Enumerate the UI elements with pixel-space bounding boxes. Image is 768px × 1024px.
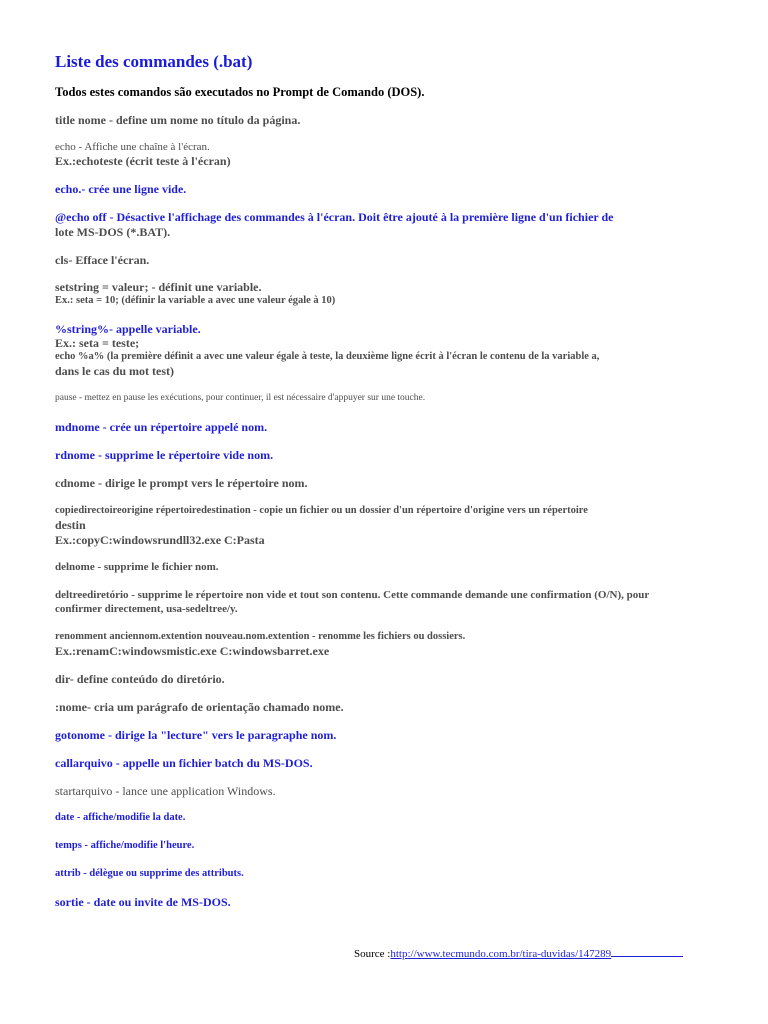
command-rename: renomment anciennom.extention nouveau.nom.extention - renomme les fichiers ou dossiers. <box>55 631 466 642</box>
command-cd: cdnome - dirige le prompt vers le répertoire nom. <box>55 476 308 490</box>
page-title: Liste des commandes (.bat) <box>55 52 253 71</box>
command-label: :nome- cria um parágrafo de orientação chamado nome. <box>55 700 344 714</box>
command-md: mdnome - crée un répertoire appelé nom. <box>55 420 268 434</box>
command-start: startarquivo - lance une application Windows. <box>55 784 276 798</box>
command-call: callarquivo - appelle un fichier batch du MS-DOS. <box>55 756 313 770</box>
command-echo-off: @echo off - Désactive l'affichage des commandes à l'écran. Doit être ajouté à la première ligne d'un fichier de <box>55 210 614 224</box>
command-deltree: deltreediretório - supprime le répertoire non vide et tout son contenu. Cette commande demande une confirmation (O/N), pour <box>55 589 650 601</box>
source-label: Source : <box>354 948 391 960</box>
command-time: temps - affiche/modifie l'heure. <box>55 840 195 851</box>
command-del: delnome - supprime le fichier nom. <box>55 561 219 573</box>
command-date: date - affiche/modifie la date. <box>55 812 186 823</box>
command-copy-example: Ex.:copyC:windowsrundll32.exe C:Pasta <box>55 533 265 547</box>
command-deltree-cont: confirmer directement, usa-sedeltree/y. <box>55 603 238 615</box>
command-copy: copiedirectoireorigine répertoiredestination - copie un fichier ou un dossier d'un répertoire d'origine vers un répertoire <box>55 505 588 516</box>
command-string-echo-cont: dans le cas du mot test) <box>55 364 174 378</box>
command-rd: rdnome - supprime le répertoire vide nom. <box>55 448 274 462</box>
source-line <box>354 948 683 960</box>
command-attrib: attrib - délègue ou supprime des attributs. <box>55 868 244 879</box>
command-exit: sortie - date ou invite de MS-DOS. <box>55 895 231 909</box>
source-link[interactable]: http://www.tecmundo.com.br/tira-duvidas/147289 <box>390 948 612 960</box>
command-set-example: Ex.: seta = 10; (définir la variable a avec une valeur égale à 10) <box>55 295 336 306</box>
command-echo-dot: echo.- crée une ligne vide. <box>55 182 187 196</box>
command-rename-example: Ex.:renamC:windowsmistic.exe C:windowsbarret.exe <box>55 644 330 658</box>
command-dir: dir- define conteúdo do diretório. <box>55 672 225 686</box>
command-cls: cls- Efface l'écran. <box>55 253 150 267</box>
command-string-echo: echo %a% (la première définit a avec une valeur égale à teste, la deuxième ligne écrit à l'écran le contenu de la variable a, <box>55 351 600 362</box>
command-string-var: %string%- appelle variable. <box>55 322 201 336</box>
command-copy-cont: destin <box>55 518 86 532</box>
command-echo-off-cont: lote MS-DOS (*.BAT). <box>55 225 171 239</box>
source-underline <box>611 955 683 957</box>
command-title: title nome - define um nome no título da página. <box>55 113 301 127</box>
command-string-example: Ex.: seta = teste; <box>55 336 140 350</box>
command-pause: pause - mettez en pause les exécutions, pour continuer, il est nécessaire d'appuyer sur une touche. <box>55 393 426 403</box>
subtitle: Todos estes comandos são executados no Prompt de Comando (DOS). <box>55 85 425 99</box>
command-echo: echo - Affiche une chaîne à l'écran. <box>55 141 210 153</box>
command-goto: gotonome - dirige la "lecture" vers le paragraphe nom. <box>55 728 337 742</box>
command-set: setstring = valeur; - définit une variable. <box>55 280 262 294</box>
command-echo-example: Ex.:echoteste (écrit teste à l'écran) <box>55 154 231 168</box>
